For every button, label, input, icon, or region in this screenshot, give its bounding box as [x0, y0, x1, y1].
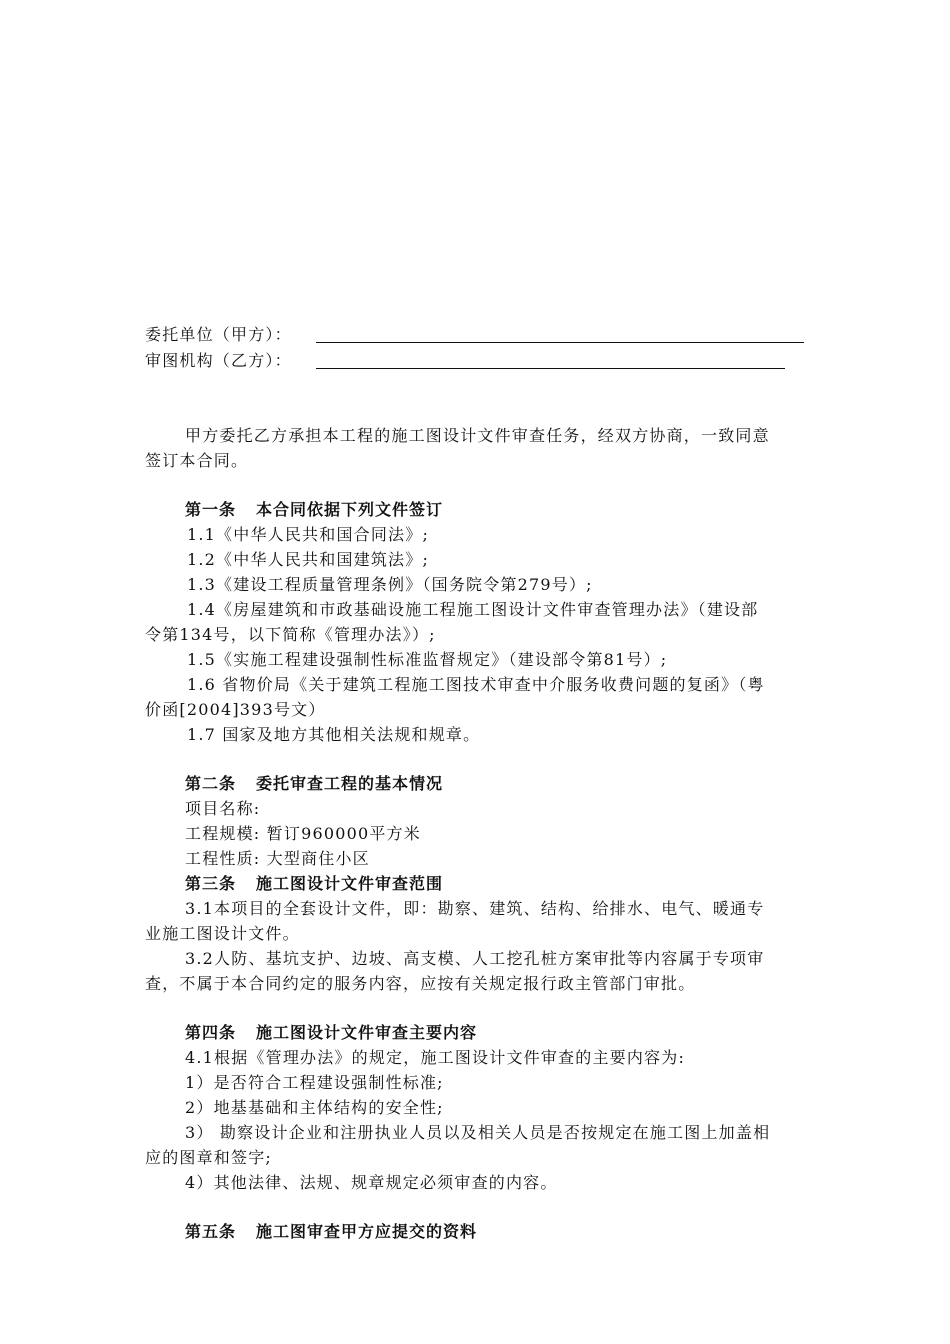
article-1-item: 1.7 国家及地方其他相关法规和规章。: [187, 725, 481, 744]
article-4-item: 4.1根据《管理办法》的规定，施工图设计文件审查的主要内容为:: [185, 1048, 686, 1067]
article-5-number: 第五条: [185, 1222, 237, 1241]
article-4-heading: [185, 1023, 885, 1043]
article-4-number: 第四条: [185, 1023, 237, 1042]
article-5-title: 施工图审查甲方应提交的资料: [256, 1222, 478, 1241]
project-nature: 工程性质: 大型商住小区: [185, 849, 370, 868]
article-1-item: 1.3《建设工程质量管理条例》（国务院令第279号）;: [187, 575, 593, 594]
article-2-heading: [185, 774, 885, 794]
article-3-number: 第三条: [185, 874, 237, 893]
article-2-title: 委托审查工程的基本情况: [256, 774, 444, 793]
article-1-item: 令第134号，以下简称《管理办法》）;: [145, 625, 436, 644]
project-scale: 工程规模: 暂订960000平方米: [185, 824, 421, 843]
article-3-item: 3.2人防、基坑支护、边坡、高支模、人工挖孔桩方案审批等内容属于专项审: [185, 949, 765, 968]
party-a-underline: [316, 342, 804, 343]
article-1-item: 1.6 省物价局《关于建筑工程施工图技术审查中介服务收费问题的复函》（粤: [187, 675, 765, 694]
article-3-title: 施工图设计文件审查范围: [256, 874, 444, 893]
article-1-item: 1.1《中华人民共和国合同法》;: [187, 525, 430, 544]
article-4-item: 1）是否符合工程建设强制性标准;: [185, 1073, 444, 1092]
intro-line-2: 签订本合同。: [145, 451, 249, 470]
article-4-item: 应的图章和签字;: [145, 1148, 272, 1167]
party-b-underline: [316, 368, 785, 369]
article-4-item: 3） 勘察设计企业和注册执业人员以及相关人员是否按规定在施工图上加盖相: [185, 1123, 771, 1142]
article-3-heading: [185, 874, 885, 894]
party-b-label: 审图机构（乙方）：: [145, 351, 292, 370]
intro-line-1: 甲方委托乙方承担本工程的施工图设计文件审查任务，经双方协商，一致同意: [185, 426, 770, 445]
article-3-item: 3.1本项目的全套设计文件，即：勘察、建筑、结构、给排水、电气、暖通专: [185, 899, 765, 918]
party-a-label: 委托单位（甲方）：: [145, 325, 292, 344]
article-3-item: 业施工图设计文件。: [145, 924, 300, 943]
article-3-item: 查，不属于本合同约定的服务内容，应按有关规定报行政主管部门审批。: [145, 974, 696, 993]
article-1-number: 第一条: [185, 500, 237, 519]
article-4-item: 4）其他法律、法规、规章规定必须审查的内容。: [185, 1173, 558, 1192]
article-4-item: 2）地基基础和主体结构的安全性;: [185, 1098, 444, 1117]
article-1-heading: [185, 500, 885, 520]
article-4-title: 施工图设计文件审查主要内容: [256, 1023, 478, 1042]
project-name-label: 项目名称:: [185, 799, 261, 818]
article-2-number: 第二条: [185, 774, 237, 793]
article-1-title: 本合同依据下列文件签订: [256, 500, 444, 519]
article-1-item: 1.4《房屋建筑和市政基础设施工程施工图设计文件审查管理办法》（建设部: [187, 600, 759, 619]
article-5-heading: [185, 1222, 885, 1242]
article-1-item: 价函[2004]393号文）: [145, 700, 326, 719]
article-1-item: 1.5《实施工程建设强制性标准监督规定》（建设部令第81号）;: [187, 650, 668, 669]
article-1-item: 1.2《中华人民共和国建筑法》;: [187, 550, 430, 569]
